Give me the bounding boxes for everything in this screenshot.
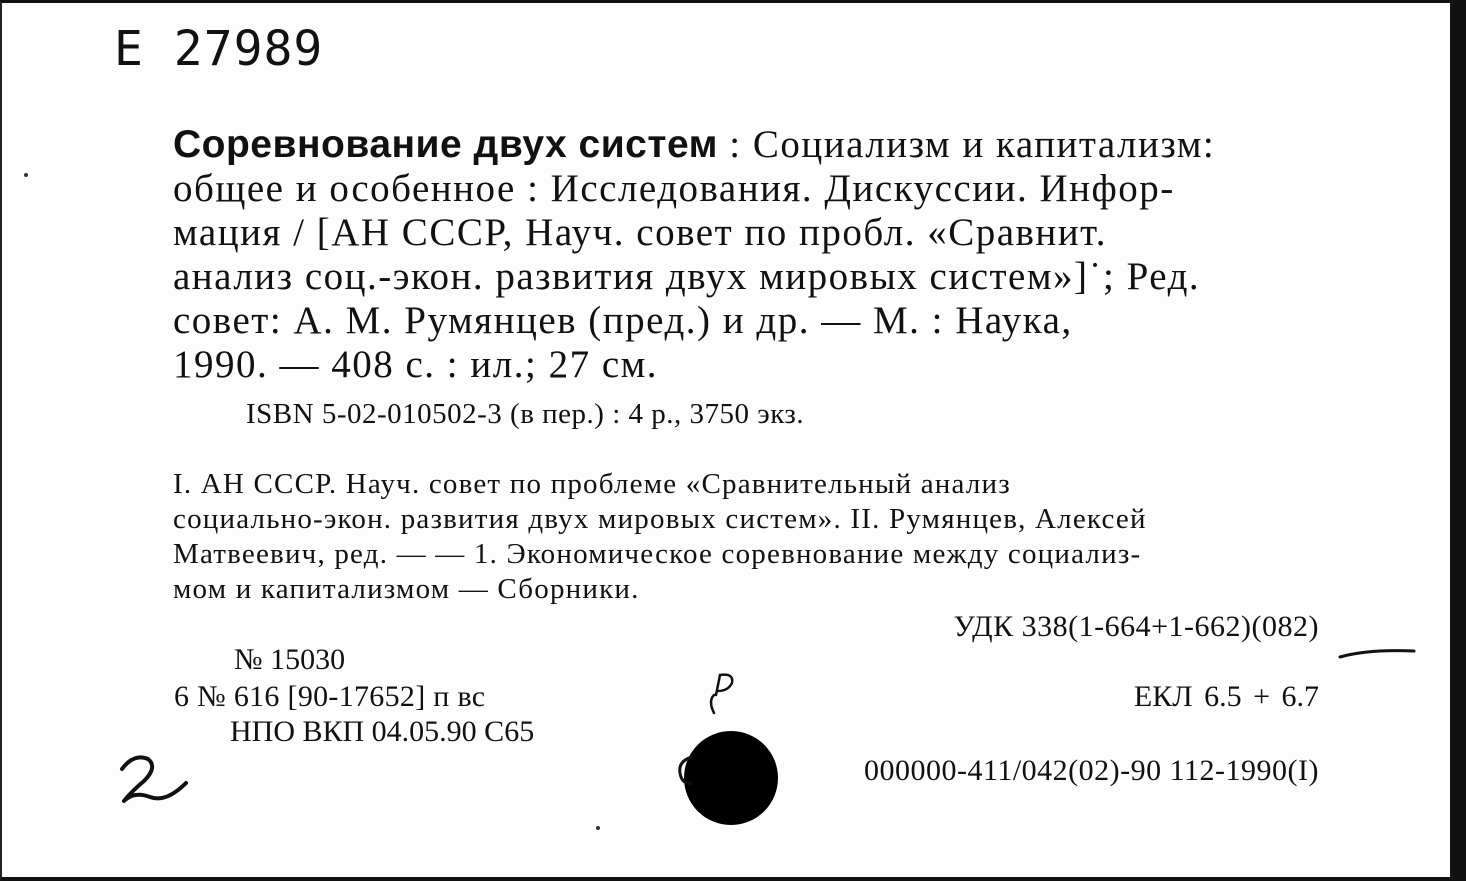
notes-line-1: I. АН СССР. Науч. совет по проблеме «Сравнительный анализ (173, 468, 1011, 500)
call-number: Е 27989 (114, 21, 324, 77)
title-line-4: анализ соц.-экон. развития двух мировых систем»]˙; Ред. (173, 255, 1201, 298)
handwritten-p-icon (704, 671, 742, 717)
udk-code: УДК 338(1-664+1-662)(082) (953, 610, 1319, 643)
publisher-line: НПО ВКП 04.05.90 С65 (230, 715, 535, 748)
ekl-code: ЕКЛ 6.5 + 6.7 (1133, 680, 1319, 713)
notes-line-3: Матвеевич, ред. — — 1. Экономическое соревнование между социализ- (173, 538, 1142, 570)
notes-line-4: мом и капитализмом — Сборники. (173, 573, 640, 605)
classification-code: 000000-411/042(02)-90 112-1990(I) (863, 754, 1319, 787)
title-line-5: совет: А. М. Румянцев (пред.) и др. — М. : Наука, (173, 299, 1073, 342)
title-line-2: общее и особенное : Исследования. Дискуссии. Инфор- (173, 167, 1175, 210)
partial-glyph-mark (674, 751, 696, 791)
title-line-1 (173, 123, 1215, 167)
handwritten-digit-icon (114, 751, 194, 809)
title-line-3: мация / [АН СССР, Науч. совет по пробл. «Сравнит. (173, 211, 1108, 254)
order-line: 6 № 616 [90-17652] п вс (174, 680, 486, 713)
punch-hole (684, 731, 778, 825)
title-line-6: 1990. — 408 с. : ил.; 27 см. (173, 343, 659, 386)
isbn-line: ISBN 5-02-010502-3 (в пер.) : 4 р., 3750 экз. (246, 398, 805, 430)
title-subtitle: : Социализм и капитализм: (718, 123, 1216, 166)
book-title: Соревнование двух систем (173, 123, 718, 166)
notes-line-2: социально-экон. развития двух мировых систем». II. Румянцев, Алексей (173, 503, 1147, 535)
pencil-stroke-icon (1338, 643, 1418, 663)
speck (24, 173, 28, 177)
speck (596, 826, 600, 830)
entry-number: № 15030 (234, 643, 346, 676)
